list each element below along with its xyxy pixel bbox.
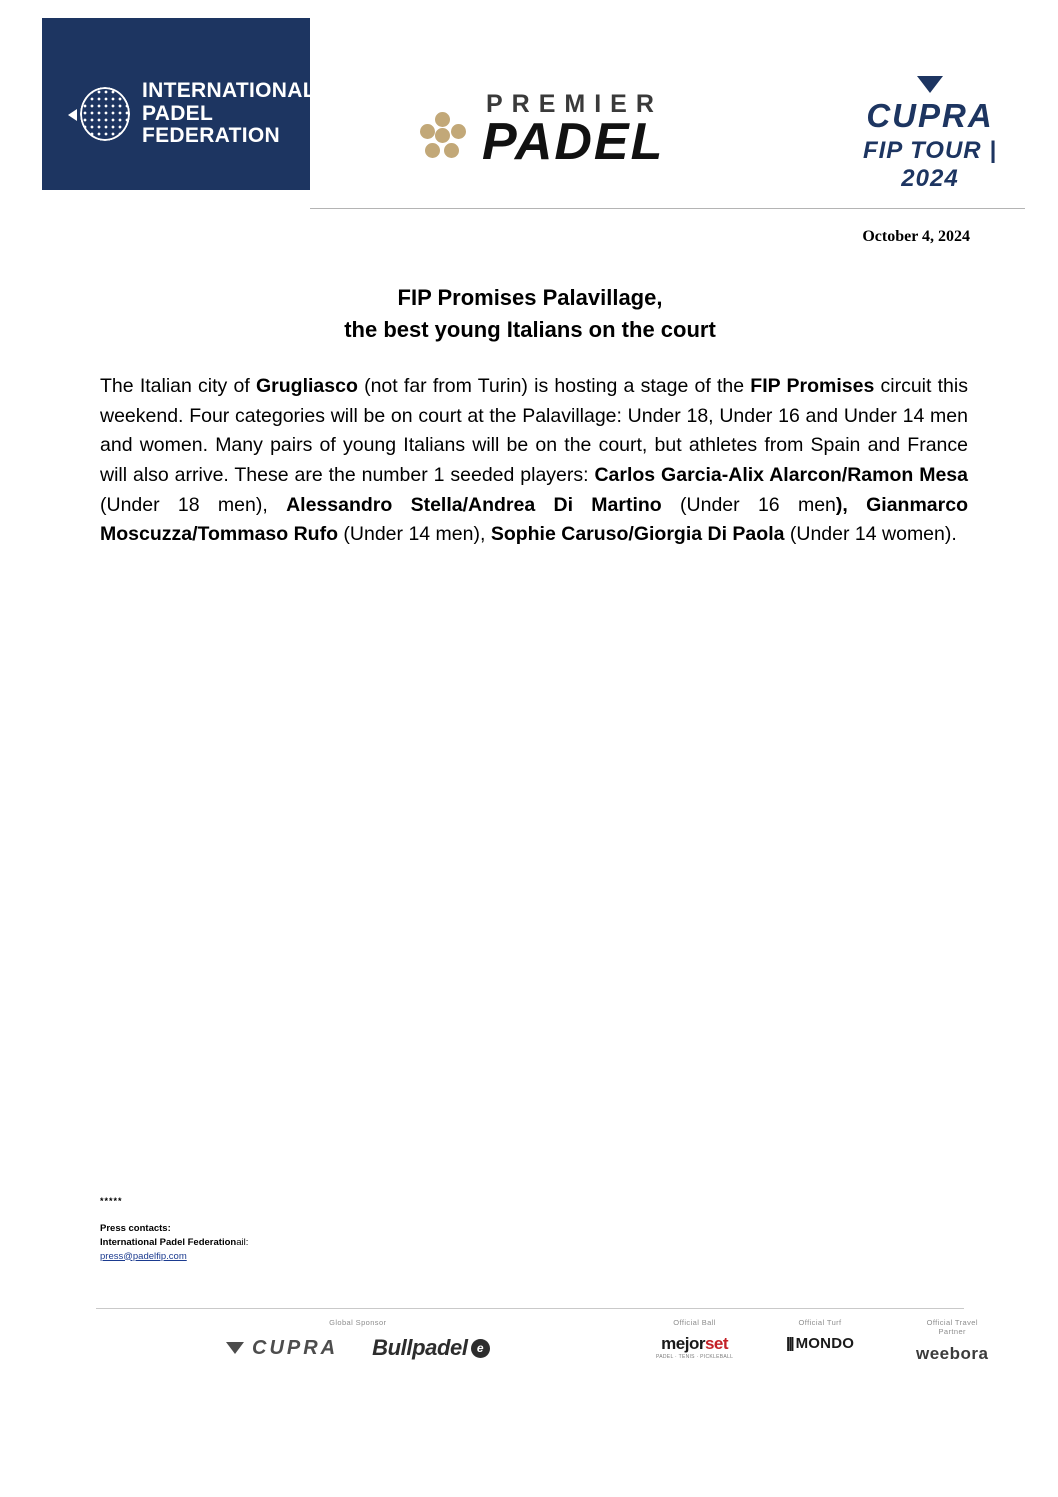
sponsor-group-travel — [916, 1318, 988, 1364]
ipf-line-3: FEDERATION — [142, 124, 280, 148]
press-org-label: International Padel Federation — [100, 1236, 237, 1248]
cupra-brand: CUPRA — [866, 97, 994, 134]
body-bold-grugliasco: Grugliasco — [256, 375, 358, 397]
body-bold-fip-promises: FIP Promises — [750, 375, 875, 397]
body-part-2: (not far from Turin) is hosting a stage of the — [357, 375, 751, 397]
seed-1-category: (Under 18 men), — [100, 493, 287, 516]
mejorset-sponsor-logo — [656, 1335, 733, 1360]
header-divider — [310, 208, 1025, 209]
body-part-1: The Italian city of — [100, 375, 256, 397]
mondo-bars-icon: ||| — [786, 1335, 793, 1352]
document-date: October 4, 2024 — [862, 228, 970, 245]
seed-3-name: Gianmarco Moscuzza/Tommaso Rufo — [100, 493, 968, 546]
ipf-line-1: INTERNATIONAL — [142, 79, 316, 102]
mejorset-subtext: PADEL · TENIS · PICKLEBALL — [656, 1354, 734, 1360]
cupra-triangle-icon-small — [226, 1342, 244, 1354]
bullpadel-mark-icon: e — [471, 1339, 490, 1358]
ipf-logo — [68, 80, 316, 148]
separator-stars: ***** — [100, 1196, 123, 1206]
cupra-fip-tour-logo — [835, 76, 1025, 193]
premier-flower-icon — [420, 112, 466, 158]
sponsor-group-turf — [786, 1318, 854, 1352]
ipf-line-2: PADEL — [142, 101, 214, 125]
sponsor-caption-turf: Official Turf — [798, 1318, 842, 1327]
press-contacts — [100, 1222, 248, 1263]
cupra-triangle-icon — [917, 76, 943, 93]
body-part-3: circuit this weekend. Four categories will be on court at the Palavillage: Under 18, Under 16 and Under 14 men and women. Many pairs of young Italians will be on the court, but athletes from Spain and France will also arrive. These are the number 1 seeded players: — [100, 375, 968, 486]
weebora-sponsor-logo: weebora — [916, 1344, 989, 1363]
sponsor-group-ball — [656, 1318, 733, 1360]
article-body — [100, 372, 968, 550]
title-line-2: the best young Italians on the court — [344, 316, 716, 342]
mejorset-text-main: mejor — [661, 1334, 705, 1353]
bullpadel-sponsor-logo — [372, 1335, 489, 1361]
seed-4-category: (Under 14 women). — [784, 523, 957, 546]
seed-2-tail: ), — [835, 493, 867, 516]
ipf-ball-shape — [80, 87, 130, 141]
seed-4-name: Sophie Caruso/Giorgia Di Paola — [490, 523, 785, 546]
title-line-1: FIP Promises Palavillage, — [397, 285, 663, 310]
sponsor-caption-global: Global Sponsor — [329, 1318, 387, 1327]
mondo-sponsor-logo — [786, 1335, 854, 1352]
ipf-arrow-icon — [68, 109, 77, 121]
seed-2-name: Alessandro Stella/Andrea Di Martino — [286, 493, 662, 516]
sponsor-group-global — [226, 1318, 490, 1361]
premier-word: PREMIER — [486, 90, 663, 118]
press-email-link[interactable]: press@padelfip.com — [100, 1250, 187, 1262]
seed-1-name: Carlos Garcia-Alix Alarcon/Ramon Mesa — [594, 463, 968, 486]
press-org-line — [100, 1236, 248, 1250]
mejorset-main — [656, 1335, 733, 1352]
seed-2-category: (Under 16 men — [661, 493, 836, 516]
footer-divider — [96, 1308, 964, 1309]
press-contacts-label: Press contacts: — [100, 1223, 171, 1234]
mejorset-text-accent: set — [704, 1334, 729, 1353]
mondo-text: MONDO — [795, 1335, 855, 1352]
padel-word: PADEL — [482, 113, 665, 171]
page-title — [100, 282, 960, 346]
press-mail-label: ail: — [236, 1236, 249, 1248]
cupra-sponsor-logo — [226, 1337, 338, 1360]
sponsor-caption-ball: Official Ball — [673, 1318, 716, 1327]
sponsor-caption-travel: Official Travel Partner — [926, 1318, 978, 1336]
cupra-tour-label: FIP TOUR | 2024 — [862, 137, 998, 192]
bullpadel-text: Bullpadel — [372, 1335, 468, 1360]
document-header — [0, 18, 1058, 198]
cupra-sponsor-text: CUPRA — [252, 1336, 339, 1359]
ipf-ball-icon — [68, 87, 130, 141]
premier-padel-logo — [420, 84, 720, 171]
sponsor-bar — [96, 1318, 989, 1398]
ipf-logo-text — [142, 80, 316, 148]
seed-3-category: (Under 14 men), — [338, 523, 491, 546]
